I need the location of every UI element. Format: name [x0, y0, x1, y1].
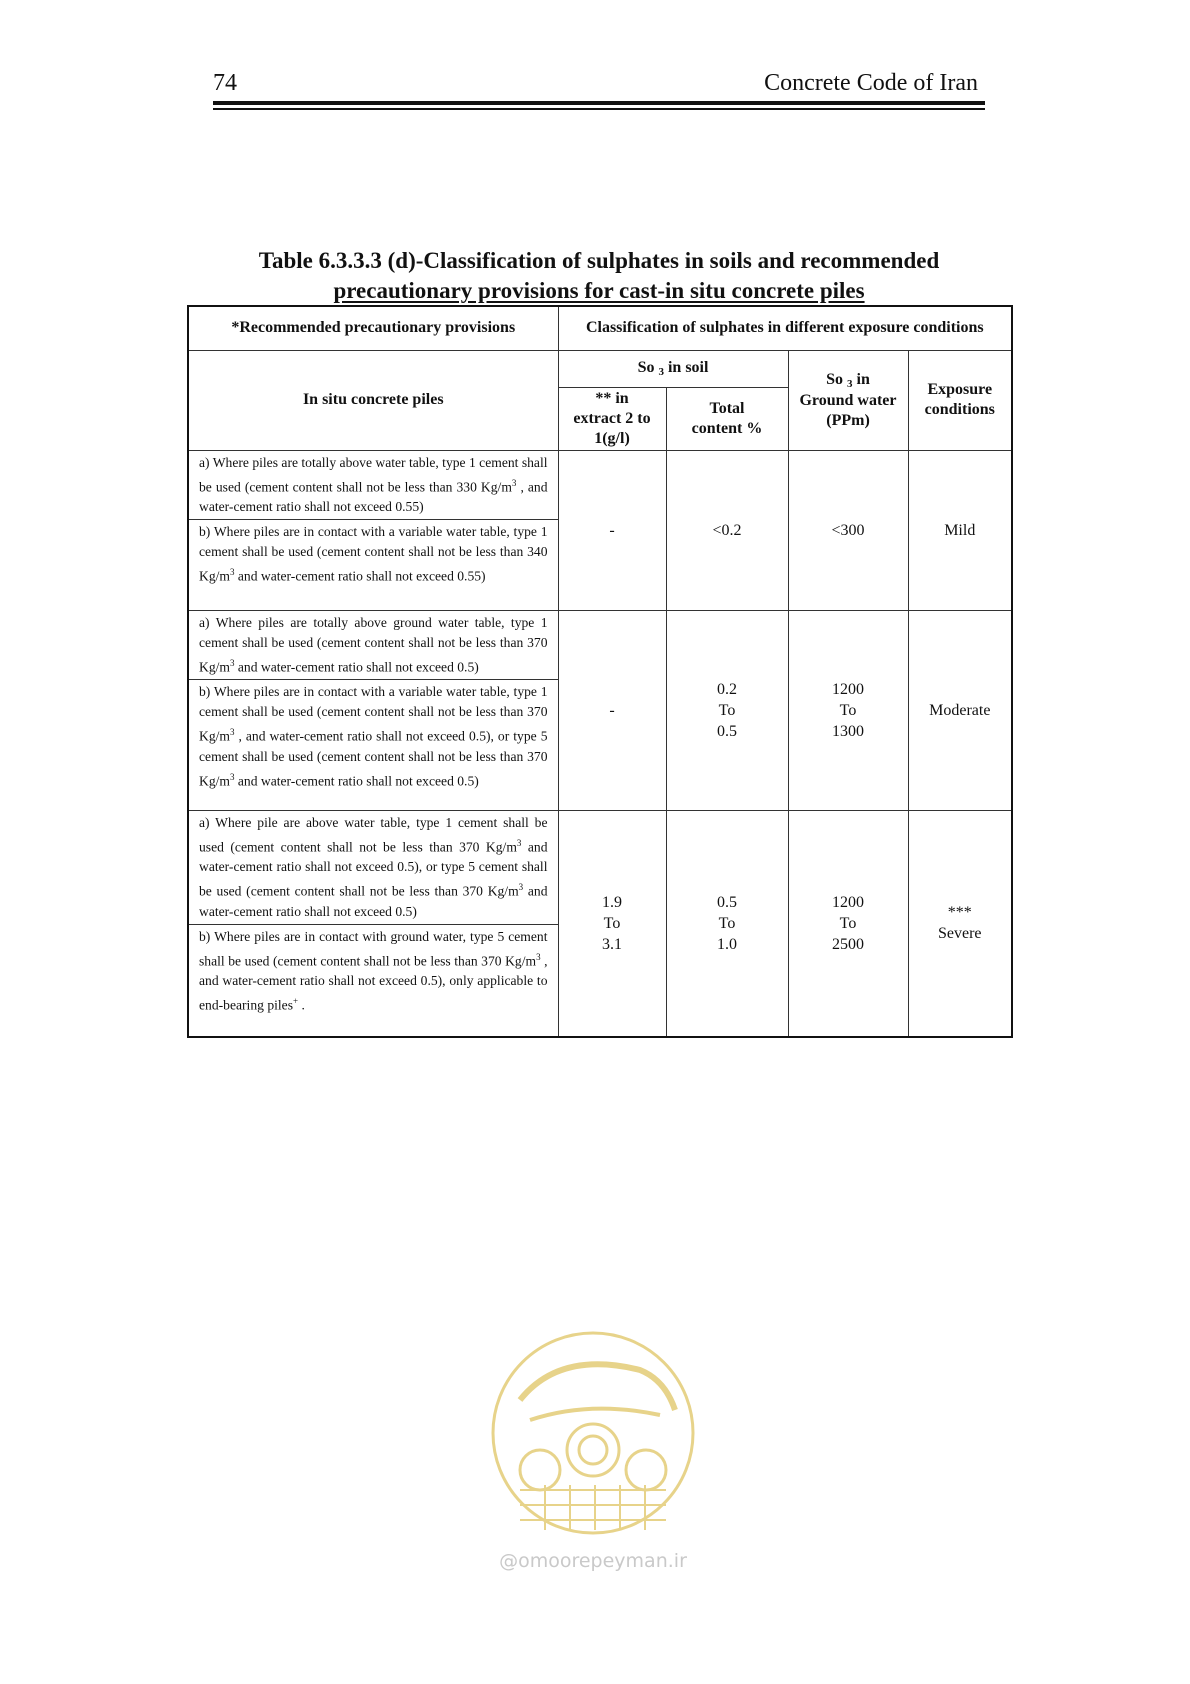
table-row-moderate: [188, 610, 1012, 810]
provision-text: b) Where piles are in contact with a variable water table, type 1 cement shall be used (cement content shall not be less than 340 Kg/m: [199, 524, 548, 584]
provision-text: a) Where piles are totally above water table, type 1 cement shall be used (cement content shall not be less than 330 Kg/m: [199, 454, 548, 495]
total-content-label: Total content %: [691, 399, 763, 437]
page-number: 74: [213, 70, 237, 96]
range-to: To: [839, 914, 857, 932]
table-caption: [187, 246, 1011, 306]
extract-label: ** in extract 2 to 1(g/l): [573, 389, 651, 447]
severity-asterisks: ***: [947, 904, 972, 922]
extract-value: -: [558, 610, 666, 810]
provision-text: b) Where piles are in contact with a variable water table, type 1 cement shall be used (cement content shall not be less than 370 Kg/m: [199, 684, 548, 744]
total-content-value: [666, 610, 788, 810]
provision-text: and water-cement ratio shall not exceed 0.5), or type 5 cement shall be used (cement content shall not be less than 370 Kg/m: [199, 839, 548, 899]
range-high: 3.1: [602, 935, 622, 953]
groundwater-value: <300: [788, 450, 908, 610]
header-rule-thin: [213, 108, 985, 110]
provision-b: [189, 924, 558, 1018]
provision-b: [189, 519, 558, 589]
provision-text: a) Where piles are totally above ground water table, type 1 cement shall be used (cement content shall not be less than 370 Kg/m: [199, 614, 548, 675]
superscript: 3: [511, 477, 517, 488]
provision-a: [189, 611, 558, 680]
running-title: Concrete Code of Iran: [764, 70, 978, 96]
superscript: +: [293, 996, 299, 1007]
in-situ-header: In situ concrete piles: [188, 350, 558, 450]
provision-text: .: [298, 997, 305, 1013]
range-high: 2500: [832, 935, 864, 953]
superscript: 3: [229, 567, 235, 578]
header-rule-thick: [213, 101, 985, 105]
exposure-value: Moderate: [908, 610, 1012, 810]
provision-text: and water-cement ratio shall not exceed 0.5): [199, 883, 548, 919]
range-low: 1200: [832, 680, 864, 698]
provision-text: a) Where pile are above water table, type 1 cement shall be used (cement content shall not be less than 370 Kg/m: [199, 814, 548, 855]
range-to: To: [839, 701, 857, 719]
table-row-severe: [188, 810, 1012, 1037]
extract-value: [558, 810, 666, 1037]
total-content-value: [666, 810, 788, 1037]
extract-value: -: [558, 450, 666, 610]
range-to: To: [718, 914, 736, 932]
range-low: 1200: [832, 893, 864, 911]
provision-text: b) Where piles are in contact with ground water, type 5 cement shall be used (cement content shall not be less than 370 Kg/m: [199, 928, 548, 969]
superscript: 3: [229, 727, 235, 738]
provision-text: and water-cement ratio shall not exceed 0.55): [234, 568, 486, 584]
provisions-header: *Recommended precautionary provisions: [188, 306, 558, 350]
total-content-header: [666, 387, 788, 450]
provision-text: and water-cement ratio shall not exceed 0.5): [234, 659, 479, 675]
groundwater-value: [788, 610, 908, 810]
range-to: To: [718, 701, 736, 719]
provision-text: and water-cement ratio shall not exceed 0.5): [234, 773, 479, 789]
superscript: 3: [536, 951, 541, 962]
extract-header: [558, 387, 666, 450]
provision-a: [189, 451, 558, 520]
provisions-cell: [188, 450, 558, 610]
page-header: [213, 70, 985, 100]
superscript: 3: [229, 657, 235, 668]
total-content-value: <0.2: [666, 450, 788, 610]
range-high: 1.0: [717, 935, 737, 953]
omoorepeyman-logo-icon: [490, 1330, 696, 1536]
groundwater-header: [788, 350, 908, 450]
provision-text: , and water-cement ratio shall not exceed 0.5), only applicable to end-bearing piles: [199, 953, 548, 1013]
caption-line-1: Table 6.3.3.3 (d)-Classification of sulphates in soils and recommended: [258, 248, 940, 273]
so3-water-label-b: in: [852, 370, 870, 388]
superscript: 3: [518, 882, 524, 893]
groundwater-label: Ground water (PPm): [799, 391, 897, 429]
provisions-cell: [188, 810, 558, 1037]
provision-text: , and water-cement ratio shall not exceed 0.5), or type 5 cement shall be used (cement content shall not be less than 370 Kg/m: [199, 728, 548, 789]
so3-water-label-a: So: [826, 370, 848, 388]
watermark-text: @omoorepeyman.ir: [499, 1550, 687, 1572]
range-high: 1300: [832, 722, 864, 740]
so3-soil-label-b: in soil: [663, 359, 709, 376]
provisions-cell: [188, 610, 558, 810]
range-to: To: [603, 914, 621, 932]
provision-a: [189, 811, 558, 924]
exposure-label: Exposure conditions: [924, 381, 995, 418]
range-high: 0.5: [717, 722, 737, 740]
exposure-value: Mild: [908, 450, 1012, 610]
sulphate-classification-table: [187, 305, 1013, 1038]
so3-soil-subscript: 3: [658, 366, 664, 378]
provision-b: [189, 679, 558, 793]
caption-line-2: precautionary provisions for cast-in situ concrete piles: [333, 278, 865, 303]
superscript: 3: [516, 837, 522, 848]
superscript: 3: [229, 771, 235, 782]
range-low: 0.2: [717, 680, 737, 698]
severity-label: Severe: [938, 925, 982, 943]
provision-text: , and water-cement ratio shall not exceed 0.55): [199, 479, 548, 515]
classification-header: Classification of sulphates in different exposure conditions: [558, 306, 1012, 350]
groundwater-value: [788, 810, 908, 1037]
so3-soil-header: [558, 350, 788, 387]
exposure-header: [908, 350, 1012, 450]
so3-soil-label-a: So: [637, 359, 659, 376]
range-low: 0.5: [717, 893, 737, 911]
range-low: 1.9: [602, 893, 622, 911]
so3-water-subscript: 3: [847, 377, 853, 390]
exposure-value: [908, 810, 1012, 1037]
table-row-mild: [188, 450, 1012, 610]
